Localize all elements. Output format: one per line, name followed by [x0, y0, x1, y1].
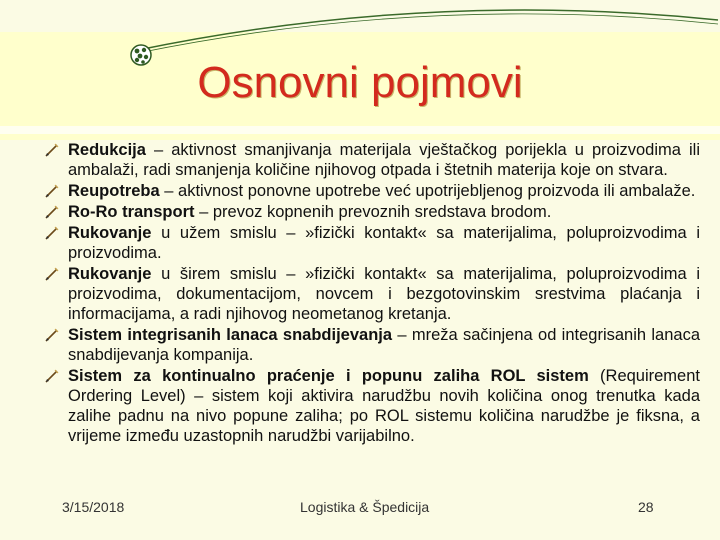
- pencil-bullet-icon: [44, 225, 60, 241]
- bullet-item: [44, 181, 700, 201]
- bullet-text: – aktivnost ponovne upotrebe već upotrijebljenog proizvoda ili ambalaže.: [159, 182, 696, 200]
- footer-page-number: 28: [638, 499, 654, 515]
- bullet-text: u širem smislu – »fizički kontakt« sa materijalima, poluproizvodima i proizvodima, dokumentacijom, novcem i bezgotovinskim srestvima plaćanja i informacijama, a radi njihovog neometanog kretanja.: [68, 265, 700, 323]
- bullet-term: Ro-Ro transport: [68, 203, 195, 221]
- bullet-term: Rukovanje: [68, 265, 152, 283]
- bullet-item: [44, 366, 700, 446]
- pencil-bullet-icon: [44, 183, 60, 199]
- title-band-stripe: [0, 126, 720, 134]
- slide-title: Osnovni pojmovi: [197, 58, 523, 107]
- bullet-item: [44, 264, 700, 324]
- bullet-text: – mreža sačinjena od integrisanih lanaca snabdijevanja kompanija.: [68, 326, 700, 364]
- bullet-text: (Requirement Ordering Level) – sistem koji aktivira narudžbu novih količina onog trenutka kada zalihe padnu na nivo popune zaliha; po ROL sistemu količina narudžbe je fiksna, a vrijeme između uzastopnih narudžbi varijabilno.: [68, 367, 700, 445]
- bullet-item: [44, 202, 700, 222]
- footer-title: Logistika & Špedicija: [300, 499, 430, 515]
- bullet-term: Rukovanje: [68, 224, 152, 242]
- pencil-bullet-icon: [44, 368, 60, 384]
- bullet-item: [44, 325, 700, 365]
- bullet-term: Sistem za kontinualno praćenje i popunu zaliha ROL sistem: [68, 367, 589, 385]
- pencil-bullet-icon: [44, 266, 60, 282]
- bullet-term: Sistem integrisanih lanaca snabdijevanja: [68, 326, 393, 344]
- footer-date: 3/15/2018: [62, 499, 125, 515]
- bullet-item: [44, 140, 700, 180]
- bullet-list: [44, 140, 700, 447]
- bullet-term: Redukcija: [68, 141, 146, 159]
- bullet-text: – prevoz kopnenih prevoznih sredstava brodom.: [194, 203, 552, 221]
- pencil-bullet-icon: [44, 204, 60, 220]
- pencil-bullet-icon: [44, 327, 60, 343]
- pencil-bullet-icon: [44, 142, 60, 158]
- bullet-text: – aktivnost smanjivanja materijala vještačkog porijekla u proizvodima ili ambalaži, radi smanjenja količine njihovog otpada i štetnih materija koje on stvara.: [68, 141, 700, 179]
- bullet-text: u užem smislu – »fizički kontakt« sa materijalima, poluproizvodima i proizvodima.: [68, 224, 700, 262]
- bullet-item: [44, 223, 700, 263]
- bullet-term: Reupotreba: [68, 182, 160, 200]
